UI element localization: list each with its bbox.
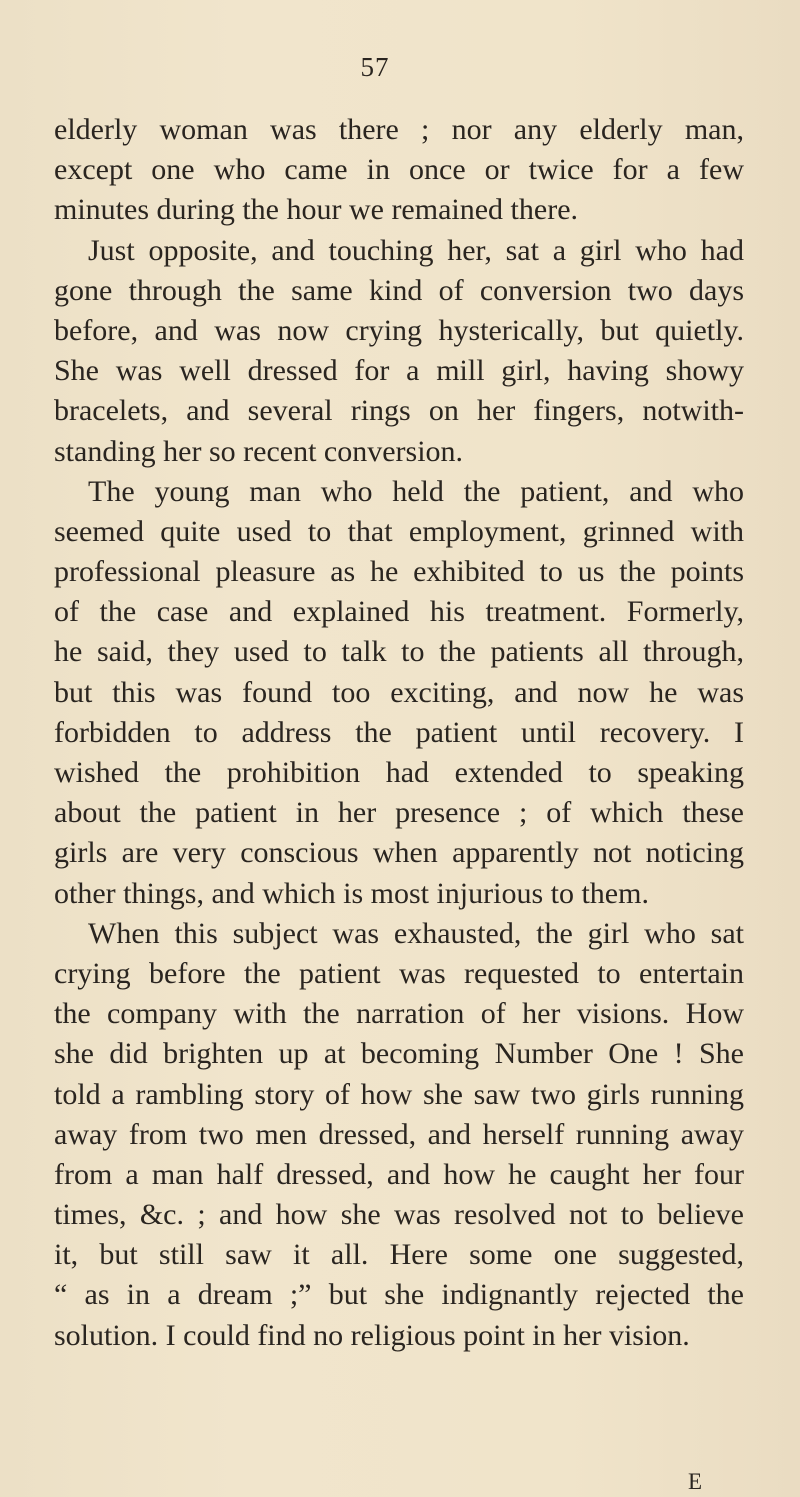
text-line: minutes during the hour we remained there. — [54, 193, 579, 227]
text-line: about the patient in her presence ; of which these — [54, 796, 744, 830]
text-line: of the case and explained his treatment. Formerly, — [54, 595, 744, 629]
text-line: The young man who held the patient, and who — [88, 474, 744, 508]
text-line: the company with the narration of her visions. How — [54, 997, 744, 1031]
text-line: told a rambling story of how she saw two girls running — [54, 1077, 744, 1111]
text-line: times, &c. ; and how she was resolved not to believe — [54, 1198, 744, 1232]
text-line: away from two men dressed, and herself running away — [54, 1117, 744, 1151]
text-line: professional pleasure as he exhibited to us the points — [54, 555, 744, 589]
text-line: girls are very conscious when apparently not noticing — [54, 836, 744, 870]
text-line: forbidden to address the patient until recovery. I — [54, 715, 744, 749]
text-line: it, but still saw it all. Here some one suggested, — [54, 1238, 744, 1272]
text-line: wished the prohibition had extended to speaking — [54, 756, 744, 789]
text-line: she did brighten up at becoming Number One ! She — [54, 1037, 744, 1071]
text-line: bracelets, and several rings on her fingers, notwith- — [54, 394, 744, 428]
text-line: gone through the same kind of conversion two days — [54, 273, 744, 307]
text-line: Just opposite, and touching her, sat a girl who had — [88, 233, 744, 267]
text-line: solution. I could find no religious point in her vision. — [54, 1318, 690, 1352]
signature-mark: E — [688, 1469, 703, 1494]
text-line: but this was found too exciting, and now he was — [54, 675, 744, 709]
text-line: before, and was now crying hysterically, but quietly. — [54, 313, 744, 347]
text-line: from a man half dressed, and how he caught her four — [54, 1157, 744, 1191]
text-line: he said, they used to talk to the patients all through, — [54, 635, 744, 669]
text-line: except one who came in once or twice for a few — [54, 153, 744, 187]
text-line: other things, and which is most injurious to them. — [54, 876, 649, 910]
text-line: When this subject was exhausted, the girl who sat — [88, 916, 744, 950]
text-line: elderly woman was there ; nor any elderly man, — [54, 113, 744, 146]
text-line: “ as in a dream ;” but she indignantly rejected the — [54, 1278, 744, 1312]
body-text — [54, 110, 744, 1356]
text-line: seemed quite used to that employment, grinned with — [54, 514, 744, 548]
text-line: crying before the patient was requested to entertain — [54, 956, 744, 990]
page-number: 57 — [360, 52, 390, 82]
text-line: standing her so recent conversion. — [54, 434, 464, 468]
text-line: She was well dressed for a mill girl, having showy — [54, 354, 744, 388]
